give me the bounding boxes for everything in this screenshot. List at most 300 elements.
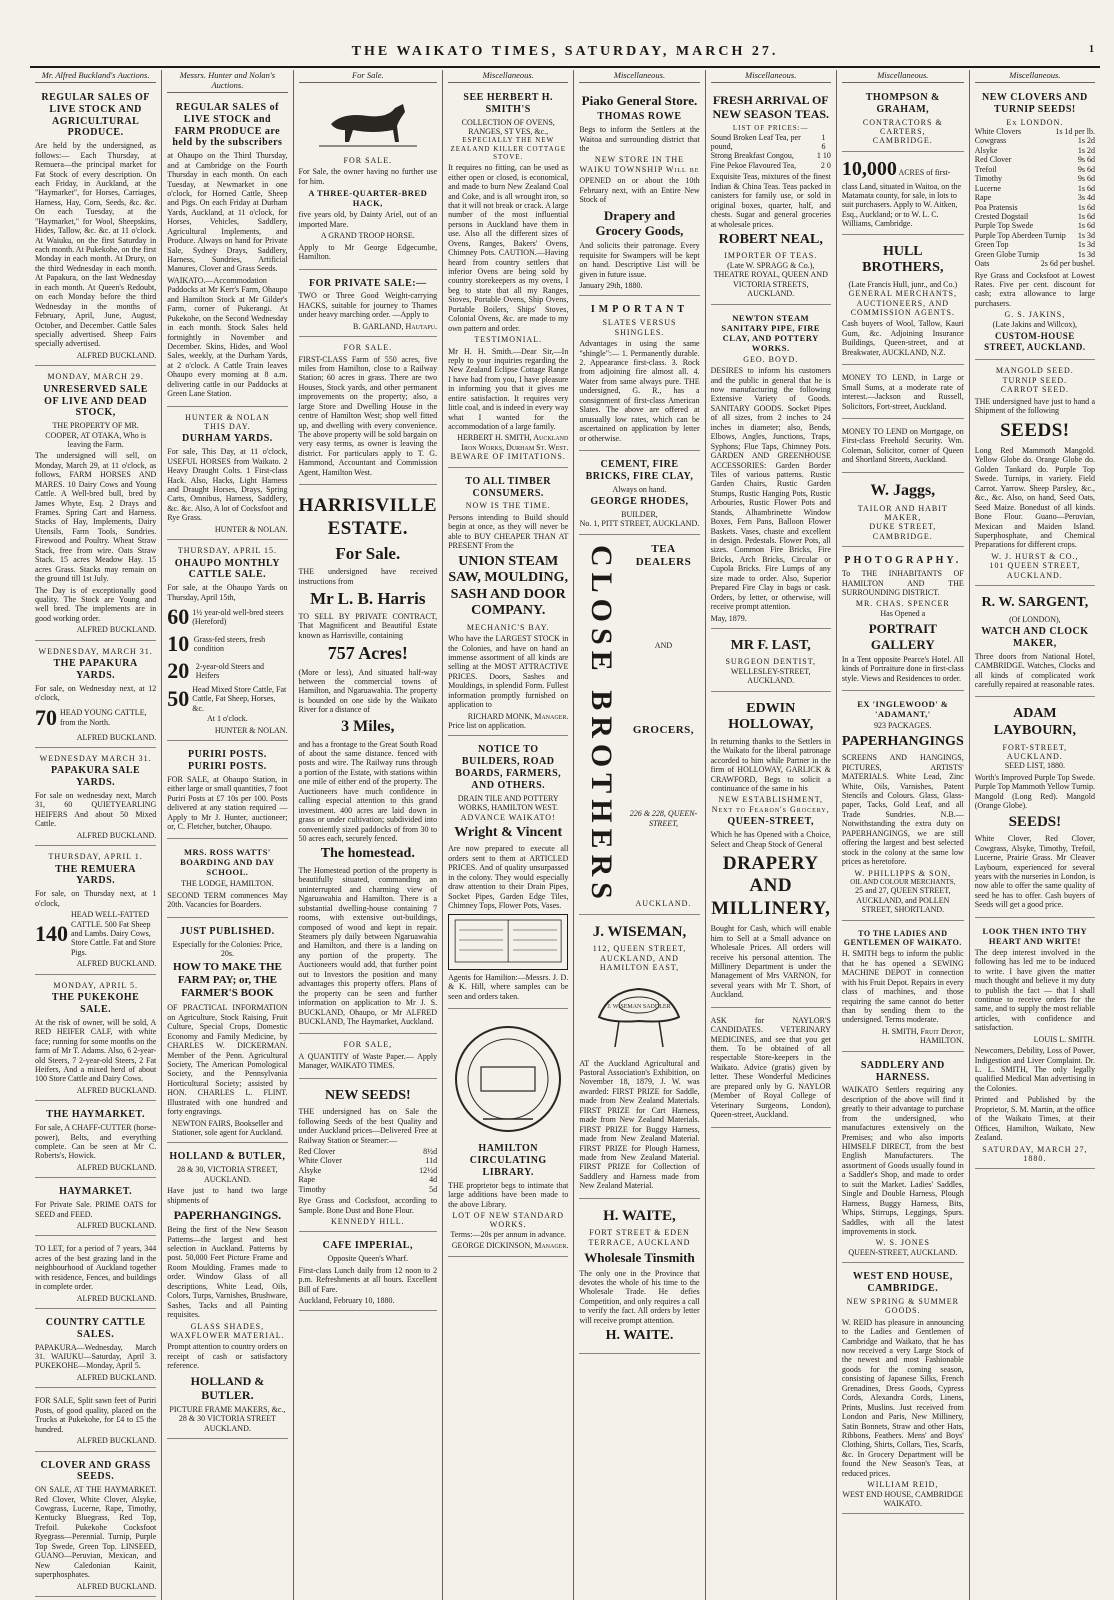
advert-name: MR F. LAST, — [730, 637, 811, 653]
advert — [35, 369, 156, 640]
advert-body: Newcomers, Debility, Loss of Power, Indigestion and Liver Complaint. Dr. L. L. SMITH, The only legally qualified Medical Man advertising in the Colonies. — [974, 1046, 1095, 1093]
price-list — [711, 133, 831, 171]
advert-heading: FOR SALE. — [343, 343, 393, 353]
lot-line — [35, 910, 156, 957]
advert-heading: UNRESERVED SALE OF LIVE AND DEAD STOCK, — [43, 383, 148, 419]
column-header: Miscellaneous. — [579, 70, 699, 83]
price-value: 1s 6d — [1077, 221, 1095, 231]
advert-heading: LOOK THEN INTO THY HEART AND WRITE! — [982, 925, 1088, 946]
advert-heading: SADDLERY AND HARNESS. — [860, 1059, 945, 1083]
advert-body: H. SMITH begs to inform the public that he has opened a SEWING MACHINE DEPOT in connection with his Fruit Depot. Repairs in every class of machines, and those requiring the same cannot do better than by sending them to the undersigned. Terms moderate. — [841, 949, 964, 1025]
advert-name: H. WAITE, — [603, 1207, 676, 1224]
advert — [35, 1455, 156, 1597]
advert-heading: MRS. ROSS WATTS' BOARDING AND DAY SCHOOL. — [180, 847, 275, 878]
price-row — [711, 161, 831, 170]
advert-heading: NEWTON STEAM SANITARY PIPE, FIRE CLAY, AND POTTERY WORKS. — [721, 312, 821, 353]
advert-body: and has a frontage to the Great South Road of about the same distance. fenced with posts and wire. The Railway runs through a portion of the Estate, with stations within one mile of either end of the property. The Auctioneers have much confidence in calling especial attention to this grand investment. 400 acres are laid down in grass or under cultivation; subdivided into conveniently sized paddocks of from 30 to 50 acres each, securely fenced. — [298, 739, 438, 843]
advert-signature: HUNTER & NOLAN. — [214, 524, 288, 534]
advert-trade: TAILOR AND HABIT MAKER, — [857, 503, 948, 523]
advert-address: PICTURE FRAME MAKERS, &c., 28 & 30 VICTORIA STREET AUCKLAND. — [169, 1405, 286, 1433]
advert — [579, 87, 699, 296]
advert-heading: HAYMARKET. — [59, 1186, 133, 1198]
advert-body: FOR SALE, Split sawn feet of Puriri Posts, of good quality, placed on the Trucks at Pukekohe, for £4 to £5 the hundred. — [35, 1396, 157, 1434]
advert-date: May, 1879. — [710, 613, 747, 623]
advert-date: WEDNESDAY, MARCH 31. — [38, 646, 153, 656]
advert-subheading: (Late W. SPRAGG & Co.), — [727, 260, 815, 270]
advert-body: The undersigned will sell, on Monday, March 29, at 11 o'clock, as follows, FARM HORSES AND MARES. 10 Dairy Cows and Young Cattle. A Well-bred bull, bred by James Whyte, Esq. 2 Drays and Frames. Spring Cart and Harness. Stacks of Hay, Implements, Dairy Utensils, Farm Tools, Sundries. Firewood and Poultry. Wheat Straw Stack, free from wire. Oats Straw Stack. 15 acres Meadow Hay. 15 acres Grass. Stacks may remain on the ground till 1st July. — [35, 451, 157, 584]
advert-subheading: Always on hand. — [612, 484, 667, 494]
price-row — [975, 165, 1095, 174]
advert — [299, 1082, 438, 1233]
advert-heading: THE PUKEKOHE SALE. — [51, 992, 140, 1015]
price-value: 9s 6d — [1077, 155, 1095, 165]
price-item: Rape — [974, 193, 992, 203]
price-item: Purple Top Aberdeen Turnip — [974, 230, 1066, 240]
advert-body: First-class Lunch daily from 12 noon to 2 p.m. Refreshments at all hours. Excellent Bill of Fare. — [298, 1265, 438, 1294]
advert-body: Have just to hand two large shipments of — [167, 1186, 288, 1205]
advert — [167, 842, 287, 917]
advert-title: Wholesale Tinsmith — [584, 1250, 695, 1266]
price-row — [975, 174, 1095, 183]
advert-heading: TURNIP SEED. — [1002, 375, 1068, 385]
advert — [448, 1012, 568, 1256]
advert — [842, 368, 964, 419]
advert-body: OF PRACTICAL INFORMATION on Agriculture, Stock Raising, Fruit Culture, Special Crops, Domestic Economy and Family Medicine, by CHARLES W. DICKERMAN. Member of the Penn. Agricultural Society, The American Pomological Society, and the Pennsylvania Horticultural Society; assisted by HON. CHARLES L. FLINT. Illustrated with one hundred and forty engravings. — [167, 1003, 288, 1117]
column-header: For Sale. — [299, 70, 438, 83]
advert-address: 101 QUEEN STREET, AUCKLAND. — [989, 561, 1081, 580]
price-row — [299, 1166, 438, 1175]
advert-heading: PHOTOGRAPHY. — [844, 555, 962, 567]
price-value: 2s 6d per bushel. — [1040, 259, 1095, 269]
advert-address: 112, QUEEN STREET, AUCKLAND, AND HAMILTON EAST, — [592, 944, 687, 973]
masthead — [30, 44, 1100, 68]
price-row — [975, 155, 1095, 164]
advert-item: PAPERHANGINGS. — [173, 1207, 282, 1222]
advert-heading: For Sale. — [335, 544, 401, 564]
advert-signature: H. WAITE. — [605, 1328, 674, 1344]
lot-desc: Head Mixed Store Cattle, Fat Cattle, Fat Sheep, Horses, &c. — [192, 684, 287, 713]
price-item: Rape — [298, 1175, 315, 1185]
advert-subheading: (Late Jakins and Willcox), — [992, 319, 1078, 329]
testimonial-heading: TESTIMONIAL. — [474, 335, 543, 345]
advert-heading: FOR SALE. — [343, 156, 393, 166]
price-row — [975, 240, 1095, 249]
lot-number: 140 — [35, 920, 68, 946]
advert-body: WAIKATO.—Accommodation Paddocks at Mr Kerr's Farm, Ohaupo and Hamilton Stock at Mr Gilder's Farm, corner of Pukerangi. At Pukekohe, on the Second Wednesday in each month. Stock Sales held fortnightly in November and December. Skins, Hides, and Wool Sales, weekly, at the Durham Yards, at 2 o'clock. A Cattle Train leaves Ohaupo every morning at 8 a.m. delivering cattle in our Paddocks at Green Lane Station. — [167, 275, 288, 399]
advert — [842, 155, 964, 235]
advert — [35, 751, 156, 846]
advert-heading: FRESH ARRIVAL OF NEW SEASON TEAS. — [712, 93, 830, 122]
advert-subheading: Ex LONDON. — [1006, 117, 1064, 127]
advert-signature: ALFRED BUCKLAND. — [76, 1372, 157, 1382]
advert-subheading: THE PROPERTY OF MR. COOPER, AT OTAKA, Who is leaving the Farm. — [45, 421, 147, 449]
advert-heading: TO ALL TIMBER CONSUMERS. — [465, 475, 552, 499]
advert-signature: H. SMITH, Fruit Depot, HAMILTON. — [881, 1026, 964, 1046]
advert-body: For Private Sale. PRIME OATS for SEED and FEED. — [35, 1200, 157, 1219]
advert-heading: IMPORTANT — [590, 304, 689, 316]
advert-signature: ALFRED BUCKLAND. — [76, 959, 157, 969]
advert-goods: Drapery and Grocery Goods, — [595, 207, 684, 238]
advert-title: PAPERHANGINGS — [841, 733, 964, 749]
advert-signature: W. J. HURST & CO., — [991, 551, 1079, 561]
advert-heading: NOTICE TO BUILDERS, ROAD BOARDS, FARMERS, AND OTHERS. — [455, 744, 562, 791]
column-8 — [969, 70, 1100, 1600]
advert-body: MONEY TO LEND on Mortgage, on First-class Freehold Security. Wm. Coleman, Solicitor, corner of Queen and Shortland Streets, Auckland. — [841, 426, 964, 465]
advert-body: For sale, A CHAFF-CUTTER (horse-power), Belts, and everything complete. Can be seen at Mr C. Roberts's, Howick. — [35, 1123, 157, 1161]
price-value: 1s 3d — [1077, 249, 1095, 259]
advert — [35, 849, 156, 975]
advert-body: Prompt attention to country orders on receipt of cash or satisfactory reference. — [167, 1342, 288, 1371]
price-item: Green Globe Turnip — [974, 249, 1040, 259]
advert-heading: CLOVER AND GRASS SEEDS. — [40, 1459, 151, 1483]
price-row — [711, 151, 831, 160]
advert-signature: HUNTER & NOLAN. — [214, 725, 288, 735]
advert-heading: EX 'INGLEWOOD' & 'ADAMANT,' — [857, 699, 949, 720]
advert-address: WELLESLEY-STREET, AUCKLAND. — [730, 666, 811, 686]
price-row — [711, 133, 831, 152]
advert-miles: 3 Miles, — [341, 717, 395, 735]
advert-note: Price list on application. — [448, 721, 526, 731]
advert-body: For Sale, the owner having no further use for him. — [298, 167, 438, 186]
advert — [35, 1239, 156, 1309]
advert-name: EDWIN HOLLOWAY, — [728, 700, 814, 733]
advert-body: The only one in the Province that devotes the whole of his time to the Wholesale Trade. He defies Competition, and only requires a call to verify the fact. All orders by letter will receive prompt attention. — [579, 1268, 700, 1325]
advert-name: R. W. SARGENT, — [981, 595, 1089, 611]
advert — [711, 695, 831, 1008]
price-value: 11d — [425, 1156, 438, 1166]
advert-trade: GENERAL MERCHANTS, AUCTIONEERS, AND COMMISSION AGENTS. — [848, 289, 957, 318]
advert — [167, 921, 287, 1144]
advert — [579, 918, 699, 1199]
advert-body: Are held by the undersigned, as follows:— Each Thursday, at Remuera—the principal market for Fat Stock of every description. On each Friday, in Auckland, at the "Haymarket", for Horses, Carriages, Harness, Hay, Corn, Seeds, &c. &c. On each Tuesday, at the "Haymarket," for Wool, Sheepskins, Hides, Tallow, &c. &c. at 11 o'clock. At Waiuku, on the first Saturday in each month. At Pukekohe, on the first Monday in each month. At Drury, on the third Wednesday in each month. At Papakura, on the last Wednesday in each month. At Queen's Redoubt, on each Monday before the third Wednesday in the months of February, April, June, August, October, and December. Cattle Sales specially advertised. Sheep Fairs specially advertised. — [35, 141, 157, 349]
advert-heading: NEW SEEDS! — [324, 1087, 411, 1103]
column-header: Messrs. Hunter and Nolan's Auctions. — [167, 70, 287, 93]
advert-body: THE undersigned have just to hand a Shipment of the following — [974, 396, 1095, 416]
advert — [299, 273, 438, 338]
advert-address: No. 1, PITT STREET, AUCKLAND. — [579, 519, 700, 529]
advert-subheading: A GRAND TROOP HORSE. — [320, 231, 415, 241]
column-1 — [30, 70, 161, 1600]
price-row — [975, 221, 1095, 230]
advert-body: AT the Auckland Agricultural and Pastoral Association's Exhibition, on November 18, 1879, J. W. was awarded: FIRST PRIZE for Saddle, made from New Zealand Materials. FIRST PRIZE for Cart Harness, made from New Zealand Materials. FIRST PRIZE for Buggy Harness, made from New Zealand Material. FIRST PRIZE for Plough Harness, made from New Zealand Material. FIRST PRIZE for Collection of Saddlery and Harness made from New Zealand Material. — [579, 1058, 700, 1191]
advert-trade: WATCH AND CLOCK MAKER, — [981, 626, 1089, 649]
advert-date: WEDNESDAY MARCH 31. — [39, 754, 152, 764]
lot-number: 50 — [167, 686, 190, 712]
advert-heading: THE PAPAKURA YARDS. — [53, 658, 138, 681]
advert — [167, 97, 287, 407]
price-item: Red Clover — [298, 1146, 336, 1156]
advert-date: Auckland, February 10, 1880. — [298, 1296, 395, 1305]
price-item: Purple Top Swede — [974, 221, 1034, 231]
advert-address: FORT STREET & EDEN TERRACE, AUCKLAND — [588, 1228, 691, 1247]
advert-body: SCREENS AND HANGINGS, PICTURES, ARTISTS' MATERIALS. White Lead, Zinc White, Oils, Varnishes, Patent Stencils and Colours. Glass, Glass-paper, Tacks, Gold Leaf, and all Trade Sundries. N.B.—Notwithstanding the extra duty on PAPERHANGINGS, we are still offering the largest and best selected stock in the colony at the same low prices as heretofore. — [841, 753, 964, 867]
advert-body: Who have the LARGEST STOCK in the Colonies, and have on hand an immense assortment of all kinds are selling at the MOST ATTRACTIVE PRICES. Doors, Sashes and Mouldings, in splendid Form. Fullest information promptly furnished on application to — [448, 634, 569, 710]
advert-subheading: The homestead. — [320, 846, 415, 862]
imprint-date: SATURDAY, MARCH 27, 1880. — [982, 1144, 1088, 1163]
column-3 — [293, 70, 443, 1600]
advert-signature: NEWTON FAIRS, Bookseller and Stationer, sole agent for Auckland. — [171, 1118, 283, 1137]
advert-address: QUEEN-STREET, AUCKLAND. — [848, 1247, 958, 1257]
advert-heading: TEA DEALERS — [635, 542, 692, 568]
price-item: Poa Pratensis — [974, 202, 1018, 212]
price-row — [299, 1175, 438, 1184]
advert-trade: OIL AND COLOUR MERCHANTS, — [850, 877, 956, 886]
price-value: 9s 6d — [1077, 164, 1095, 174]
advert — [975, 589, 1095, 697]
advert-date: THURSDAY, APRIL 1. — [48, 852, 143, 862]
price-item: Oats — [974, 259, 990, 269]
price-item: Sound Broken Leaf Tea, per pound, — [710, 132, 801, 152]
advert-signature: WILLIAM REID, — [867, 1480, 939, 1490]
advert — [35, 978, 156, 1102]
lot-number: 10 — [167, 631, 190, 657]
advert — [975, 87, 1095, 360]
advert — [299, 340, 438, 485]
advert-body: Cash buyers of Wool, Tallow, Kauri Gum, &c. Adjoining Insurance Buildings, Queen-street, and at Breakwater, AUCKLAND, N.Z. — [841, 319, 964, 357]
advert-trade: BUILDER, — [621, 509, 658, 519]
advert-body: For sale, on Thursday next, at 1 o'clock, — [35, 889, 157, 908]
price-value: 1 6 — [821, 132, 826, 152]
advert — [35, 644, 156, 748]
advert-heading: SEE HERBERT H. SMITH'S — [463, 92, 553, 115]
advert-close-brothers — [579, 538, 699, 915]
advert — [299, 1037, 438, 1078]
advert-heading: COUNTRY CATTLE SALES. — [45, 1317, 146, 1340]
price-value: 1s 6d — [1077, 211, 1095, 221]
product-table-illustration — [448, 914, 568, 970]
price-value: 8½d — [423, 1146, 438, 1156]
advert — [842, 1055, 964, 1263]
price-value: 1s 1d per lb. — [1055, 127, 1095, 137]
advert-name: ADAM LAYBOURN, — [993, 706, 1077, 738]
advert-heading: THE HAYMARKET. — [46, 1109, 145, 1121]
advert-heading: HUNTER & NOLAN — [185, 412, 270, 422]
advert — [842, 476, 964, 548]
advert-heading: TO THE LADIES AND GENTLEMEN OF WAIKATO. — [843, 928, 962, 947]
saddle-label: J. WISEMAN SADDLER — [607, 1003, 671, 1010]
advert-body: The Homestead portion of the property is beautifully situated, commanding an uninterrupted and charming view of Ngaruawahia and Hamilton. There is a substantial dwelling-house containing 7 rooms, with extensive out-buildings, composed of wood and kept in repair. Steamers ply daily between Ngaruawahia and Hamilton, and there is a landing on any portion of the property. The Auctioneers would add, that further point out to Investors the position and many advantages this property offers. Plans of the property can be seen and further information on application to Mr J. S. BUCKLAND, Ohaupo, or Mr ALFRED BUCKLAND, The Haymarket, Auckland. — [298, 865, 438, 1026]
advert-signature: ALFRED BUCKLAND. — [76, 625, 157, 635]
lot-number: 70 — [35, 704, 57, 730]
advert-title: HARRISVILLE ESTATE. — [298, 495, 438, 539]
advert-heading: FOR PRIVATE SALE:— — [309, 277, 427, 289]
advert-title: UNION STEAM SAW, MOULDING, SASH AND DOOR COMPANY. — [448, 553, 569, 619]
column-6 — [705, 70, 836, 1600]
advert-name: GEO. BOYD. — [743, 354, 799, 364]
page-mark: 1 — [1089, 44, 1094, 55]
advert-body: Agents for Hamilton:—Messrs. J. D. & K. Hill, where samples can be seen and orders taken. — [448, 972, 569, 1001]
advert-body: THE undersigned has on Sale the following Seeds of the best Quality and under Auckland prices—Delivered Free at Railway Station or Steamer:— — [298, 1107, 438, 1145]
advert-warning: BEWARE OF IMITATIONS. — [450, 452, 566, 462]
advert-signature: ALFRED BUCKLAND. — [76, 1293, 157, 1303]
advert-address: CUSTOM-HOUSE STREET, AUCKLAND. — [984, 331, 1086, 352]
saddle-illustration — [589, 977, 689, 1055]
advert-body: FIRST-CLASS Farm of 550 acres, five miles from Hamilton, close to a Railway Station; 60 acres in grass. There are two Houses, Stock yards, and other permanent improvements on the property; also, a large Store and Dwelling House in the centre of Hamilton West; shop well fitted up, and dwelling with every convenience. The above property will be sold bargain on very easy terms, as owner is leaving the district. For particulars apply to T. G. Hammond, Accountant and Commission Agent, Hamilton West. — [298, 354, 438, 477]
advert-body: And solicits their patronage. Every requisite for Swampers will be kept on hand. Descriptive List will be given in future issue. — [579, 241, 700, 279]
price-row — [975, 231, 1095, 240]
advert-signature: ALFRED BUCKLAND. — [76, 1162, 157, 1172]
advert — [975, 363, 1095, 586]
advert-body: ON SALE, AT THE HAYMARKET. Red Clover, White Clover, Alsyke, Cowgrass, Lucerne, Rape, Timothy, Kentucky Bluegrass, Red Top, Trefoil. Pukekohe Cocksfoot Ryegrass—Perennial. Turnip, Purple Top Swede, Green Top. LINSEED, GUANO—Peruvian, Mexican, and New Caledonian Kainit, superphosphates. — [35, 1485, 157, 1580]
price-row — [975, 193, 1095, 202]
advert-body: at Ohaupo on the Third Thursday, and at Cambridge on the Fourth Thursday in each month. On each Tuesday, at Newmarket in one o'clock, for Horned Cattle, Sheep and Pigs. On each Friday at Durham Yards, Auckland, at 11 o'clock, for Horses, Vehicles, Saddlery, Agricultural Implements, and Produce. Always on hand for Private Sale, Sydney Drays, Saddlery, Harness, Sundries, Artificial Manures, Clover and Grass Seeds. — [167, 151, 288, 274]
advert-signature: ALFRED BUCKLAND. — [76, 1581, 157, 1591]
lot-desc: 2-year-old Steers and Heifers — [195, 661, 264, 680]
horse-illustration — [313, 94, 423, 152]
column-2 — [161, 70, 292, 1600]
price-row — [975, 259, 1095, 268]
price-row — [975, 212, 1095, 221]
advert — [35, 1104, 156, 1178]
price-row — [975, 203, 1095, 212]
advert-heading: OHAUPO MONTHLY CATTLE SALE. — [174, 557, 281, 581]
advert — [711, 632, 831, 692]
imprint: Printed and Published by the Proprietor, S. M. Martin, at the office of the Waikato Times, at their Offices, Hamilton, Waikato, New Zealand. — [974, 1095, 1095, 1143]
advert — [35, 1391, 156, 1451]
columns — [30, 70, 1100, 1591]
price-value: 1s 2d — [1077, 145, 1095, 155]
advert-heading: HOLLAND & BUTLER, — [169, 1151, 286, 1163]
advert-signature: HERBERT H. SMITH, Auckland Iron Works, Durham St. West. — [457, 433, 569, 452]
price-row — [299, 1156, 438, 1165]
advert-subheading: NEW ESTABLISHMENT, Next to Fearon's Grocery, — [711, 795, 830, 814]
lot-desc: HEAD WELL-FATTED CATTLE. 500 Fat Sheep and Lambs. Dairy Cows, Store Cattle. Fat and Store Pigs. — [71, 910, 156, 957]
advert-subheading: THE LODGE, HAMILTON. — [181, 879, 274, 889]
price-value: 1s 6d — [1077, 202, 1095, 212]
advert-body: In returning thanks to the Settlers in the Waikato for the liberal patronage accorded to him while Partner in the firm of HOLLOWAY, GARLICK & CRAWFORD, Begs to solicit a continuance of the same in his — [710, 736, 831, 794]
price-item: Timothy — [298, 1184, 326, 1194]
advert-signature: HOLLAND & BUTLER. — [190, 1373, 265, 1402]
column-5 — [573, 70, 704, 1600]
advert-signature: ALFRED BUCKLAND. — [76, 1085, 157, 1095]
advert-body: THE undersigned have received instructions from — [298, 567, 438, 586]
advert-signature: G. S. JAKINS, — [1004, 310, 1066, 320]
advert-body: W. REID has pleasure in announcing to the Ladies and Gentlemen of Cambridge and Waikato, that he has now received a very Large Stock of the newest and most Fashionable goods for the coming season, consisting of Japanese Silks, French Grenadines, Dress Goods, Cypress Cords, Alexandra Cords, Linens, Prints, Muslins. Just received from London and Paris, New Millinery, Satin Bonnets, Straw and other Hats, Ribbons, Feathers. Mens' and Boys' Clothing, Shirts, Collars, Ties, Scarfs, &c. In Grocery Department will be found the New Season's Teas, at reduced prices. — [841, 1317, 964, 1478]
advert-signature: ALFRED BUCKLAND. — [76, 830, 157, 840]
advert-body: FOR SALE, at Ohaupo Station, in either large or small quantities, 7 foot Puriri Posts at £7 10s per 100. Posts delivered at any station required — Apply to Mr J. Hunter, auctioneer; or, C. Fletcher, butcher, Ohaupo. — [167, 774, 288, 831]
advert-signature: W. PHILLIPPS & SON, — [854, 868, 952, 878]
book-title: HOW TO MAKE THE FARM PAY; or, THE FARMER'S BOOK — [172, 961, 282, 1000]
advert-heading: REGULAR SALES OF LIVE STOCK AND AGRICULTURAL PRODUCE. — [41, 92, 150, 139]
advert — [448, 87, 568, 468]
advert-signature: LOUIS L. SMITH. — [1033, 1034, 1095, 1044]
advert-terms: Terms:—20s per annum in advance. — [450, 1229, 567, 1239]
advert-signature: ALFRED BUCKLAND. — [76, 1436, 157, 1446]
advert — [711, 87, 831, 305]
advert-body: five years old, by Dainty Ariel, out of an imported Mare. — [298, 210, 438, 229]
advert-name: THOMAS ROWE — [597, 111, 682, 123]
advert — [35, 87, 156, 366]
price-item: Alsyke — [298, 1165, 322, 1175]
advert-trade: IMPORTER OF TEAS. — [724, 251, 818, 261]
advert-heading: WEST END HOUSE, CAMBRIDGE. — [852, 1271, 953, 1295]
price-list — [975, 127, 1095, 269]
advert-heading: REGULAR SALES of LIVE STOCK and FARM PRODUCE are held by the subscribers — [172, 102, 283, 149]
advert-text — [627, 541, 699, 909]
price-value: 3s 4d — [1077, 193, 1095, 203]
advert-heading: MANGOLD SEED. — [995, 366, 1074, 376]
advert-body: DESIRES to inform his customers and the public in general that he is now manufacturing the following Extensive Variety of Goods. SANITARY GOODS. Socket Pipes of all sizes, from 2 inches to 24 inches in diameter; also, Bends, Elbows, Angles, Junctions, Traps, Syphons; Flue Taps, Chimney Pots. GARDEN AND GREENHOUSE ACCESSORIES: Garden Border Tiles of various patterns. Rustic Garden Chairs, Rustic Garden Stumps, Rustic Hanging Pots, Rustic Arbouries, Rustic Flower Pots and Stands, Alhambrinette Window Boxes, Fern Pans, Balloon Flower Baskets. Vases, chaste and excellent in design. Pedestals. Flower Pots, all sizes. Common Fire Bricks, Fire Bricks, Arch Bricks, Circular or Cupola Bricks. Fire Lumps of any size made to order. Also, Superior Prepared Fire Clay in bags or cask. Orders, by letter, or otherwise, will receive prompt attention. — [710, 366, 831, 612]
advert-heading: A THREE-QUARTER-BRED HACK, — [308, 188, 428, 209]
advert-body: For sale on wednesday next, March 31, 60 QUIETYEARLING HEIFERS And about 50 Mixed Cattle. — [35, 791, 157, 829]
advert-body: MONEY TO LEND, in Large or Small Sums, at a moderate rate of interest.—Jackson and Russell, Solicitors, Fort-street, Auckland. — [841, 373, 964, 411]
pottery-icon — [452, 918, 564, 964]
advert-subheading: NOW IS THE TIME. — [465, 501, 551, 511]
advert-date: MONDAY, APRIL 5. — [53, 980, 138, 990]
lot-line — [35, 705, 156, 731]
advert-name: W. Jaggs, — [870, 481, 936, 499]
advert-body: In a Tent opposite Pearce's Hotel. All kinds of Portraiture done in first-class style. Views and Residences to order. — [841, 655, 964, 683]
price-item: Fine Pekoe Flavoured Tea, — [710, 160, 797, 170]
advert — [579, 1202, 699, 1354]
advert-signature: KENNEDY HILL. — [331, 1217, 405, 1227]
advert-signature: Apply to Mr George Edgecumbe, Hamilton. — [298, 242, 438, 262]
lot-desc: HEAD YOUNG CATTLE, from the North. — [60, 708, 147, 727]
advert-subheading: LIST OF PRICES:— — [732, 124, 809, 133]
advert-body: Are now prepared to execute all orders sent to them at ARTICLED PRICES. And of quality unsurpassed in the colony. They would especially draw attention to their Drain Pipes, Socket Pipes, Garden Edge Tiles, Chimney Tops, Flower Pots, Vases. — [448, 844, 569, 911]
advert — [35, 1181, 156, 1236]
advert-body: Three doors from National Hotel, CAMBRIDGE. Watches, Clocks and all kinds of complicated work carefully repaired at reasonable rates. — [974, 651, 1095, 690]
price-row — [299, 1185, 438, 1194]
advert-and: AND — [654, 641, 673, 651]
advert — [842, 87, 964, 152]
advert-date: THURSDAY, APRIL 15. — [177, 546, 277, 556]
advert-title: PORTRAIT GALLERY — [868, 621, 937, 652]
advert-body: Begs to inform the Settlers at the Waitoa and surrounding district that the — [579, 125, 700, 154]
advert-body: Worth's Improved Purple Top Swede. Purple Top Mammoth Yellow Turnip. Mangold (Long Red). Mangold (Orange Globe). — [974, 772, 1095, 811]
advert — [167, 744, 287, 839]
price-item: Trefoil — [974, 164, 997, 174]
advert — [299, 87, 438, 270]
advert — [167, 543, 287, 741]
advert — [579, 454, 699, 535]
advert-title: SEEDS! — [1008, 813, 1062, 830]
price-row — [975, 250, 1095, 259]
price-item: Green Top — [974, 240, 1009, 250]
medallion-illustration — [453, 1019, 563, 1139]
advert-body: White Clover, Red Clover, Cowgrass, Alsyke, Timothy, Trefoil, Lucerne, Prairie Grass. Mr Cleaver Laybourn, experienced for several years with the nurseries in London, is now able to offer the same quality of seed he has to offer. Cash buyers of Seeds will get a good price. — [974, 834, 1095, 910]
advert — [842, 422, 964, 473]
advert-body: For sale, at the Ohaupo Yards on Thursday, April 15th, — [167, 583, 288, 602]
vertical-title: CLOSE BROTHERS — [585, 544, 619, 905]
lot-line — [167, 685, 287, 713]
price-value: 1 10 — [816, 151, 831, 161]
advert-place: CAMBRIDGE. — [872, 136, 933, 146]
advert-address: 28 & 30, VICTORIA STREET, AUCKLAND. — [177, 1165, 278, 1184]
advert — [842, 694, 964, 920]
advert-body: At the risk of owner, will be sold, A RED HEIFER CALF, with white face; running for some months on the farm of Mr T. Adams. Also, 6 2-year-old Steers, 7 2-year-old Steers, 2 Fat Heifers, And a mixed herd of about 100 Store Cattle and Dairy Cows. — [35, 1017, 157, 1084]
advert-heading: FOR SALE, — [343, 1040, 393, 1050]
advert-body: For sale, This Day, at 11 o'clock, USEFUL HORSES from Waikato. 2 Heavy Draught Colts. 1 First-class Hack. Also, Hacks, Light Harness and Draught Horses, Drays, Spring Carts, Omnibus, Harness, Saddlery, &c. &c. Also, A lot of Cocksfoot and Rye Grass. — [167, 447, 288, 523]
price-row — [299, 1147, 438, 1156]
advert-heading: PAPAKURA SALE YARDS. — [51, 765, 141, 789]
price-item: Timothy — [974, 174, 1003, 184]
advert-body: To THE INHABITANTS OF HAMILTON AND THE SURROUNDING DISTRICT. — [841, 569, 964, 598]
advert-body: OPENED on or about the 10th February next, with an Entire New Stock of — [579, 176, 700, 205]
advert-signature: RICHARD MONK, Manager. — [467, 711, 569, 721]
advert-name: Mr L. B. Harris — [310, 588, 426, 608]
column-header: Miscellaneous. — [975, 70, 1095, 83]
advert-title: DRAPERY AND MILLINERY, — [711, 853, 831, 919]
advert — [167, 1146, 287, 1439]
advert-date: MONDAY, MARCH 29. — [47, 372, 144, 382]
advert-heading: NEW CLOVERS AND TURNIP SEEDS! — [982, 92, 1088, 115]
advert-body: TWO or Three Good Weight-carrying HACKS, suitable for journey to Thames under heavy marching order. —Apply to — [298, 291, 438, 320]
advert — [975, 921, 1095, 1170]
price-item: White Clover — [298, 1156, 342, 1166]
advert-body: The deep interest involved in the following has led me to be induced to write. I have given the matter much thought and believe it my duty to publish the fact — that I shall continue to receive orders for the same, and to supply the most reliable articles, with confidence and satisfaction. — [974, 947, 1095, 1033]
advert-title: CEMENT, FIRE BRICKS, FIRE CLAY, — [585, 458, 694, 482]
